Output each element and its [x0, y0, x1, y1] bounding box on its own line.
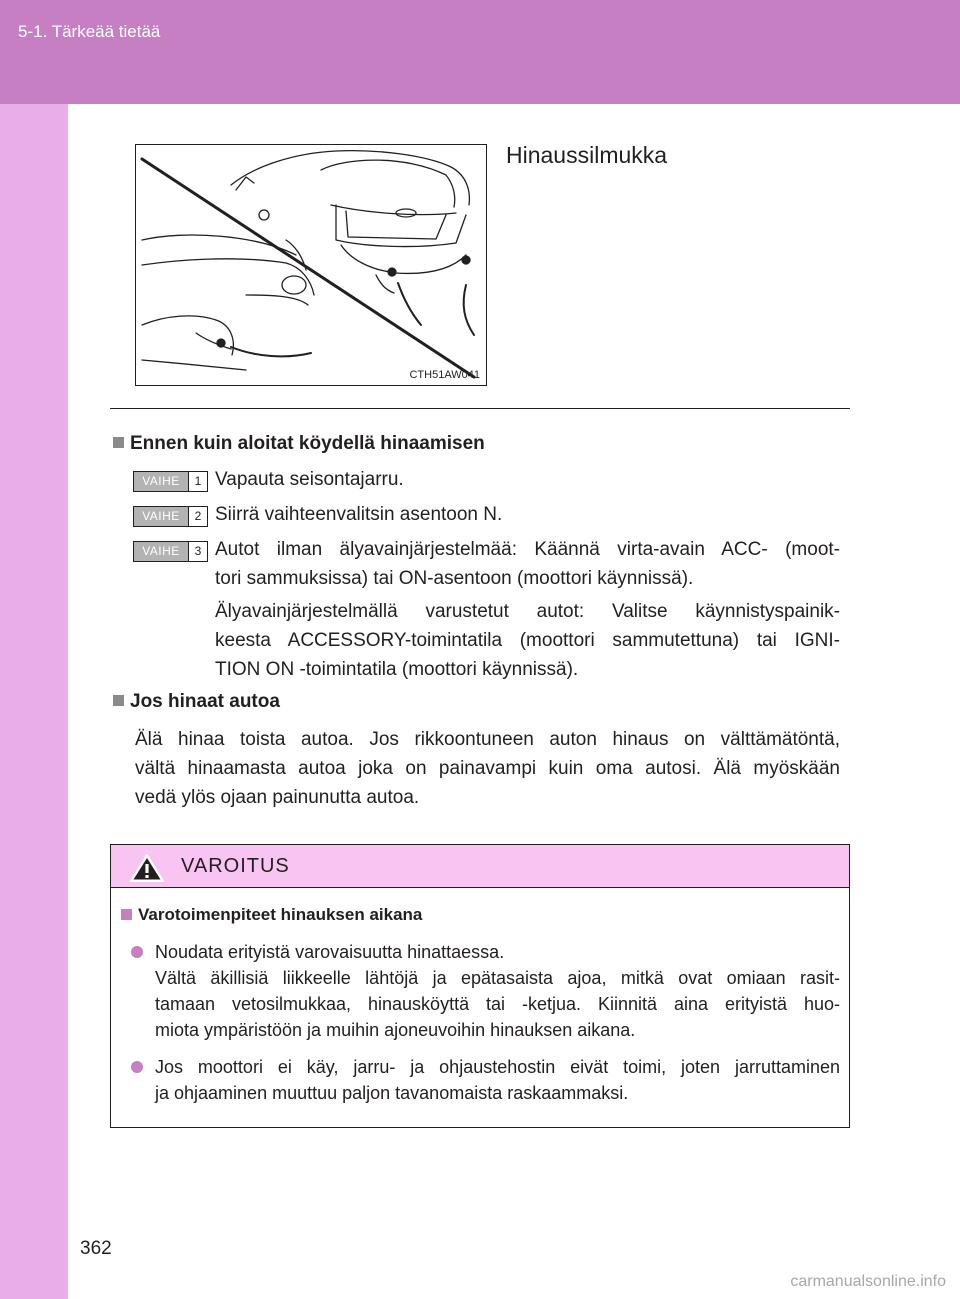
- step-badge-word: VAIHE: [142, 509, 180, 523]
- section-heading-if-towing: [113, 691, 280, 713]
- step-3-extra-line-2: keesta ACCESSORY-toimintatila (moottori sammutettuna) tai IGNI-: [215, 630, 840, 651]
- side-band: [0, 104, 68, 1299]
- step-badge-3: [133, 541, 208, 562]
- step-badge-1: [133, 471, 208, 492]
- section-heading-text: Ennen kuin aloitat köydellä hinaamisen: [130, 433, 485, 454]
- towing-text-line-2: vältä hinaamasta autoa joka on painavampi kuin oma autosi. Älä myöskään: [135, 758, 840, 779]
- watermark: carmanualsonline.info: [790, 1273, 946, 1290]
- warning-box: [110, 844, 850, 1128]
- towing-text-line-3: vedä ylös ojaan painunutta autoa.: [135, 787, 420, 808]
- step-badge-number: 3: [188, 542, 207, 561]
- warning-bullet-1-line-4: miota ympäristöön ja muihin ajoneuvoihin hinauksen aikana.: [155, 1020, 636, 1040]
- divider: [110, 408, 850, 409]
- warning-header: [111, 845, 849, 888]
- warning-bullet-1-line-3: tamaan vetosilmukkaa, hinausköyttä tai -ketjua. Kiinnitä aina erityistä huo-: [155, 994, 840, 1014]
- step-3-extra-line-3: TION ON -toimintatila (moottori käynnissä).: [215, 659, 579, 680]
- warning-bullet-1-line-2: Vältä äkillisiä liikkeelle lähtöjä ja epätasaista ajoa, mitkä ovat omiaan rasit-: [155, 968, 840, 988]
- header-band: [0, 0, 960, 104]
- warning-section-marker-icon: [121, 909, 132, 920]
- step-badge-word: VAIHE: [142, 544, 180, 558]
- bullet-icon: [131, 1061, 143, 1073]
- step-3-line-2: tori sammuksissa) tai ON-asentoon (moottori käynnissä).: [215, 568, 694, 589]
- figure-caption: Hinaussilmukka: [506, 142, 668, 168]
- section-heading-text: Jos hinaat autoa: [130, 691, 280, 712]
- section-marker-icon: [113, 695, 124, 706]
- warning-subheading: [121, 905, 422, 925]
- section-heading-before-towing: [113, 433, 485, 455]
- step-3-line-1: Autot ilman älyavainjärjestelmää: Käännä virta-avain ACC- (moot-: [215, 539, 840, 560]
- step-badge-number: 2: [188, 507, 207, 526]
- section-title: 5-1. Tärkeää tietää: [18, 22, 161, 41]
- car-towing-illustration: [136, 145, 486, 385]
- warning-bullet-2-line-1: Jos moottori ei käy, jarru- ja ohjaustehostin eivät toimi, joten jarruttaminen: [155, 1057, 840, 1077]
- warning-triangle-icon: [129, 853, 165, 883]
- step-2-text: Siirrä vaihteenvalitsin asentoon N.: [215, 504, 503, 525]
- step-1-text: Vapauta seisontajarru.: [215, 469, 404, 490]
- step-badge-word: VAIHE: [142, 474, 180, 488]
- towing-eyelet-figure: [135, 144, 487, 386]
- section-marker-icon: [113, 437, 124, 448]
- figure-code: CTH51AW041: [409, 369, 480, 381]
- warning-bullet-1-line-1: Noudata erityistä varovaisuutta hinattaessa.: [155, 942, 505, 962]
- step-3-extra-line-1: Älyavainjärjestelmällä varustetut autot: Valitse käynnistyspainik-: [215, 601, 840, 622]
- warning-bullet-2-line-2: ja ohjaaminen muuttuu paljon tavanomaista raskaammaksi.: [155, 1083, 629, 1103]
- bullet-icon: [131, 946, 143, 958]
- warning-title: VAROITUS: [181, 855, 290, 877]
- warning-subheading-text: Varotoimenpiteet hinauksen aikana: [138, 905, 423, 924]
- towing-text-line-1: Älä hinaa toista autoa. Jos rikkoontuneen auton hinaus on välttämätöntä,: [135, 729, 840, 750]
- step-badge-2: [133, 506, 208, 527]
- step-badge-number: 1: [188, 472, 207, 491]
- page-number: 362: [80, 1238, 112, 1259]
